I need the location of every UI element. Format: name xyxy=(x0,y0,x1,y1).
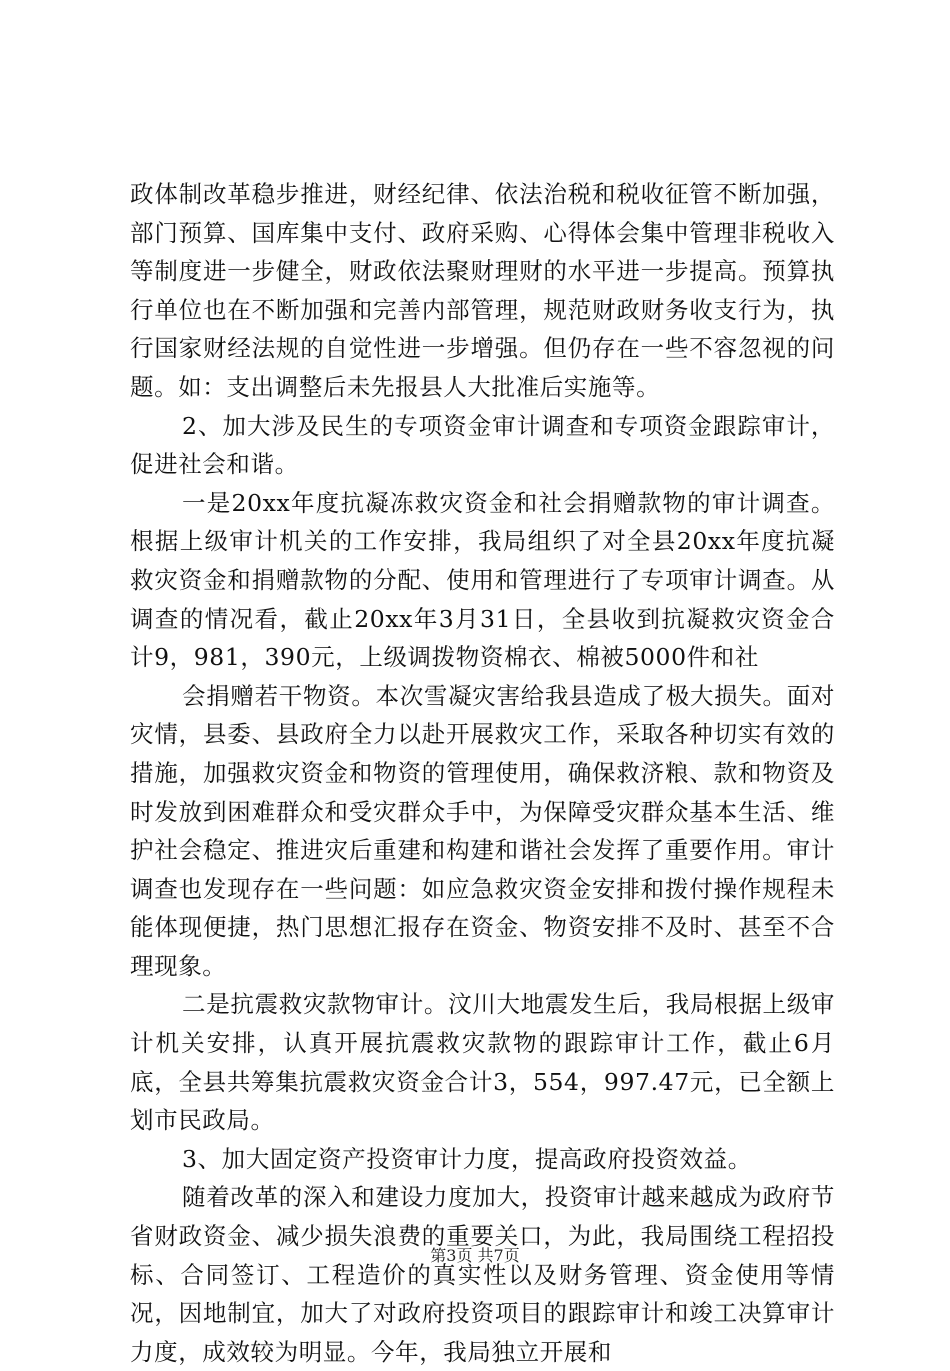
document-body xyxy=(130,175,835,1371)
paragraph-7: 随着改革的深入和建设力度加大，投资审计越来越成为政府节省财政资金、减少损失浪费的重要关口，为此，我局围绕工程招投标、合同签订、工程造价的真实性以及财务管理、资金使用等情况，因地制宜，加大了对政府投资项目的跟踪审计和竣工决算审计力度，成效较为明显。今年，我局独立开展和 xyxy=(130,1183,835,1366)
paragraph-6-heading: 3、加大固定资产投资审计力度，提高政府投资效益。 xyxy=(182,1144,752,1173)
paragraph-2-heading: 2、加大涉及民生的专项资金审计调查和专项资金跟踪审计，促进社会和谐。 xyxy=(130,411,835,479)
paragraph-3: 一是20xx年度抗凝冻救灾资金和社会捐赠款物的审计调查。根据上级审计机关的工作安排，我局组织了对全县20xx年度抗凝救灾资金和捐赠款物的分配、使用和管理进行了专项审计调查。从调查的情况看，截止20xx年3月31日，全县收到抗凝救灾资金合计9，981，390元，上级调拨物资棉衣、棉被5000件和社 xyxy=(130,488,835,672)
paragraph-1: 政体制改革稳步推进，财经纪律、依法治税和税收征管不断加强，部门预算、国库集中支付、政府采购、心得体会集中管理非税收入等制度进一步健全，财政依法聚财理财的水平进一步提高。预算执行单位也在不断加强和完善内部管理，规范财政财务收支行为，执行国家财经法规的自觉性进一步增强。但仍存在一些不容忽视的问题。如：支出调整后未先报县人大批准后实施等。 xyxy=(130,180,835,401)
paragraph-5: 二是抗震救灾款物审计。汶川大地震发生后，我局根据上级审计机关安排，认真开展抗震救灾款物的跟踪审计工作，截止6月底，全县共筹集抗震救灾资金合计3，554，997.47元，已全额上划市民政局。 xyxy=(130,990,835,1135)
page-number-footer: 第3页 共7页 xyxy=(430,1246,520,1265)
paragraph-4: 会捐赠若干物资。本次雪凝灾害给我县造成了极大损失。面对灾情，县委、县政府全力以赴开展救灾工作，采取各种切实有效的措施，加强救灾资金和物资的管理使用，确保救济粮、款和物资及时发放到困难群众和受灾群众手中，为保障受灾群众基本生活、维护社会稳定、推进灾后重建和构建和谐社会发挥了重要作用。审计调查也发现存在一些问题：如应急救灾资金安排和拨付操作规程未能体现便捷，热门思想汇报存在资金、物资安排不及时、甚至不合理现象。 xyxy=(130,681,835,980)
